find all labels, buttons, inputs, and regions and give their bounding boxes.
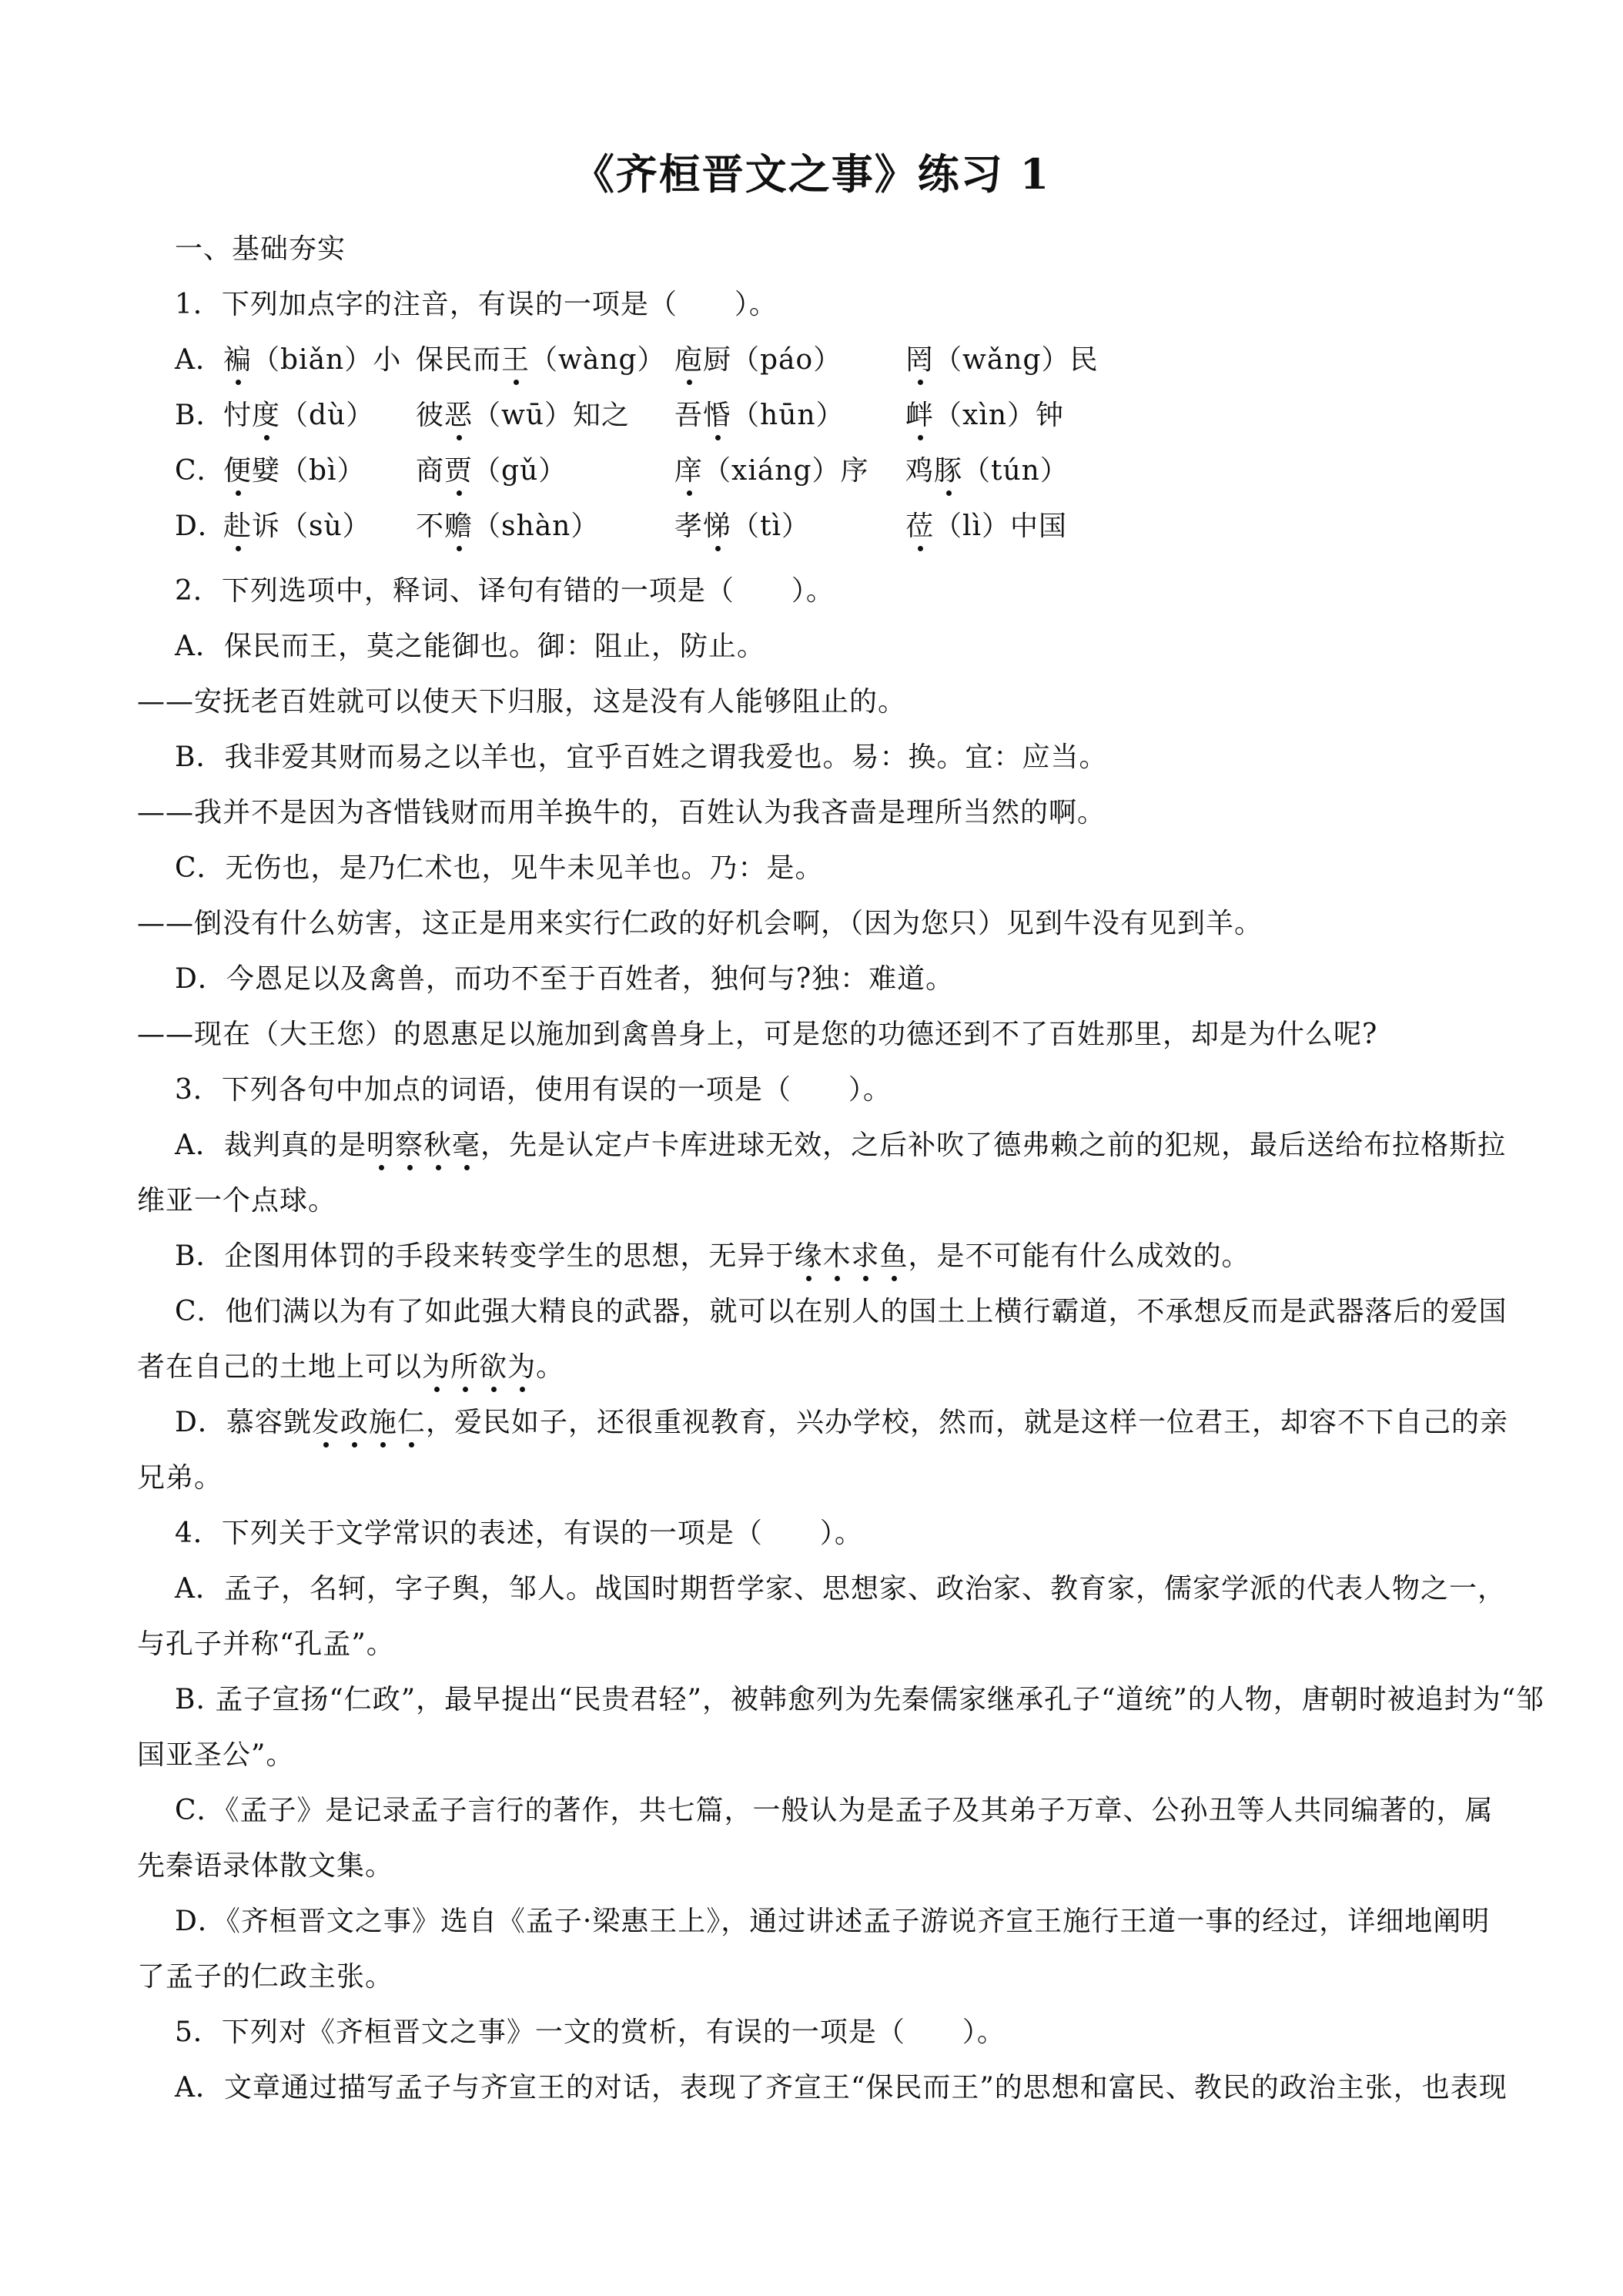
q1-option-label: A． bbox=[175, 344, 224, 376]
q4-option-c: C．《孟子》是记录孟子言行的著作，共七篇，一般认为是孟子及其弟子万章、公孙丑等人共同编著的，属 bbox=[175, 1795, 1494, 1826]
q1-option-item: 鸡豚（tún） bbox=[905, 455, 1069, 487]
q1-option-item: 赴诉（sù） bbox=[223, 510, 371, 542]
dotted-char: 莅 bbox=[905, 510, 935, 542]
q1-option-item: 衅（xìn）钟 bbox=[905, 400, 1065, 431]
section-heading: 一、基础夯实 bbox=[175, 233, 346, 265]
dotted-char: 赴 bbox=[223, 510, 253, 542]
dotted-char: 庠 bbox=[674, 455, 704, 487]
q1-option-item: 褊（biǎn）小 bbox=[223, 344, 402, 376]
q5-option-a: A．文章通过描写孟子与齐宣王的对话，表现了齐宣王“保民而王”的思想和富民、教民的政治主张，也表现 bbox=[175, 2072, 1508, 2104]
dotted-char: 惛 bbox=[703, 400, 732, 431]
q1-option-item: 保民而王（wàng） bbox=[416, 344, 666, 376]
dotted-char: 明 bbox=[366, 1130, 396, 1161]
dotted-char: 王 bbox=[501, 344, 530, 376]
q1-option-label: C． bbox=[175, 455, 226, 487]
dotted-char: 木 bbox=[822, 1240, 852, 1272]
q1-option-item: 商贾（gǔ） bbox=[416, 455, 567, 487]
dotted-char: 为 bbox=[422, 1351, 451, 1383]
q3-stem: 3．下列各句中加点的词语，使用有误的一项是（ ）。 bbox=[175, 1074, 892, 1106]
q4-option-a-cont: 与孔子并称“孔孟”。 bbox=[137, 1628, 395, 1660]
dotted-char: 悌 bbox=[703, 510, 732, 542]
q3-option-a: A．裁判真的是明察秋毫，先是认定卢卡库进球无效，之后补吹了德弗赖之前的犯规，最后送给布拉格斯拉 bbox=[175, 1130, 1507, 1161]
dotted-char: 恶 bbox=[444, 400, 474, 431]
q2-option-b: B．我非爱其财而易之以羊也，宜乎百姓之谓我爱也。易：换。宜：应当。 bbox=[175, 741, 1108, 773]
q2-option-d: D．今恩足以及禽兽，而功不至于百姓者，独何与?独：难道。 bbox=[175, 963, 955, 995]
dotted-char: 鱼 bbox=[879, 1240, 909, 1272]
dotted-char: 褊 bbox=[223, 344, 253, 376]
q3-option-b: B．企图用体罚的手段来转变学生的思想，无异于缘木求鱼，是不可能有什么成效的。 bbox=[175, 1240, 1250, 1272]
dotted-phrase bbox=[794, 1240, 908, 1272]
q4-option-d: D．《齐桓晋文之事》选自《孟子·梁惠王上》，通过讲述孟子游说齐宣王施行王道一事的经过，详细地阐明 bbox=[175, 1906, 1491, 1937]
dotted-char: 罔 bbox=[905, 344, 935, 376]
document-title: 《齐桓晋文之事》练习 1 bbox=[572, 149, 1051, 199]
q4-option-a: A．孟子，名轲，字子舆，邹人。战国时期哲学家、思想家、政治家、教育家，儒家学派的代表人物之一， bbox=[175, 1573, 1506, 1605]
q1-option-item: 罔（wǎng）民 bbox=[905, 344, 1099, 376]
q1-option-item: 孝悌（tì） bbox=[674, 510, 811, 542]
dotted-char: 发 bbox=[311, 1407, 340, 1438]
q1-option-item: 莅（lì）中国 bbox=[905, 510, 1068, 542]
q4-stem: 4．下列关于文学常识的表述，有误的一项是（ ）。 bbox=[175, 1518, 863, 1549]
dotted-char: 度 bbox=[252, 400, 281, 431]
q2-option-b-translation: ——我并不是因为吝惜钱财而用羊换牛的，百姓认为我吝啬是理所当然的啊。 bbox=[137, 797, 1106, 828]
q3-option-d-cont: 兄弟。 bbox=[137, 1462, 223, 1494]
dotted-phrase bbox=[422, 1351, 536, 1383]
q2-stem: 2．下列选项中，释词、译句有错的一项是（ ）。 bbox=[175, 575, 835, 607]
dotted-char: 庖 bbox=[674, 344, 704, 376]
q2-option-c-translation: ——倒没有什么妨害，这正是用来实行仁政的好机会啊，（因为您只）见到牛没有见到羊。 bbox=[137, 908, 1263, 939]
dotted-char: 缘 bbox=[794, 1240, 823, 1272]
dotted-char: 秋 bbox=[423, 1130, 453, 1161]
dotted-char: 为 bbox=[507, 1351, 537, 1383]
dotted-char: 求 bbox=[851, 1240, 880, 1272]
dotted-char: 所 bbox=[450, 1351, 480, 1383]
q2-option-a-translation: ——安抚老百姓就可以使天下归服，这是没有人能够阻止的。 bbox=[137, 686, 907, 718]
q1-option-label: B． bbox=[175, 400, 225, 431]
dotted-char: 政 bbox=[340, 1407, 369, 1438]
dotted-char: 仁 bbox=[397, 1407, 426, 1438]
dotted-char: 赡 bbox=[444, 510, 474, 542]
q2-option-c: C．无伤也，是乃仁术也，见牛未见羊也。乃：是。 bbox=[175, 852, 824, 884]
q3-option-c: C．他们满以为有了如此强大精良的武器，就可以在别人的国土上横行霸道，不承想反而是武器落后的爱国 bbox=[175, 1296, 1508, 1327]
q3-option-c-cont: 者在自己的土地上可以为所欲为。 bbox=[137, 1351, 565, 1383]
q4-option-c-cont: 先秦语录体散文集。 bbox=[137, 1850, 394, 1882]
q3-option-d: D．慕容皝发政施仁，爱民如子，还很重视教育，兴办学校，然而，就是这样一位君王，却容不下自己的亲 bbox=[175, 1407, 1508, 1438]
dotted-char: 欲 bbox=[479, 1351, 508, 1383]
q4-option-b-cont: 国亚圣公”。 bbox=[137, 1739, 295, 1771]
q4-option-b: B. 孟子宣扬“仁政”，最早提出“民贵君轻”，被韩愈列为先秦儒家继承孔子“道统”的人物，唐朝时被追封为“邹 bbox=[175, 1684, 1545, 1715]
q1-option-item: 便嬖（bì） bbox=[223, 455, 366, 487]
q1-option-item: 不赡（shàn） bbox=[416, 510, 600, 542]
q1-option-label: D． bbox=[175, 510, 226, 542]
q1-stem: 1．下列加点字的注音，有误的一项是（ ）。 bbox=[175, 289, 778, 320]
dotted-phrase bbox=[366, 1130, 480, 1161]
q1-option-item: 庖厨（páo） bbox=[674, 344, 842, 376]
dotted-char: 衅 bbox=[905, 400, 935, 431]
dotted-phrase bbox=[312, 1407, 426, 1438]
q2-option-d-translation: ——现在（大王您）的恩惠足以施加到禽兽身上，可是您的功德还到不了百姓那里，却是为什么呢? bbox=[137, 1019, 1378, 1050]
q1-option-item: 吾惛（hūn） bbox=[674, 400, 845, 431]
q3-option-a-cont: 维亚一个点球。 bbox=[137, 1185, 337, 1217]
q4-option-d-cont: 了孟子的仁政主张。 bbox=[137, 1961, 394, 1993]
q1-option-item: 彼恶（wū）知之 bbox=[416, 400, 631, 431]
dotted-char: 施 bbox=[368, 1407, 397, 1438]
q2-option-a: A．保民而王，莫之能御也。御：阻止，防止。 bbox=[175, 631, 765, 662]
q1-option-item: 忖度（dù） bbox=[223, 400, 375, 431]
dotted-char: 毫 bbox=[452, 1130, 481, 1161]
dotted-char: 贾 bbox=[444, 455, 474, 487]
dotted-char: 便 bbox=[223, 455, 253, 487]
dotted-char: 豚 bbox=[934, 455, 963, 487]
q1-option-item: 庠（xiáng）序 bbox=[674, 455, 869, 487]
q5-stem: 5．下列对《齐桓晋文之事》一文的赏析，有误的一项是（ ）。 bbox=[175, 2017, 1006, 2048]
dotted-char: 察 bbox=[395, 1130, 424, 1161]
